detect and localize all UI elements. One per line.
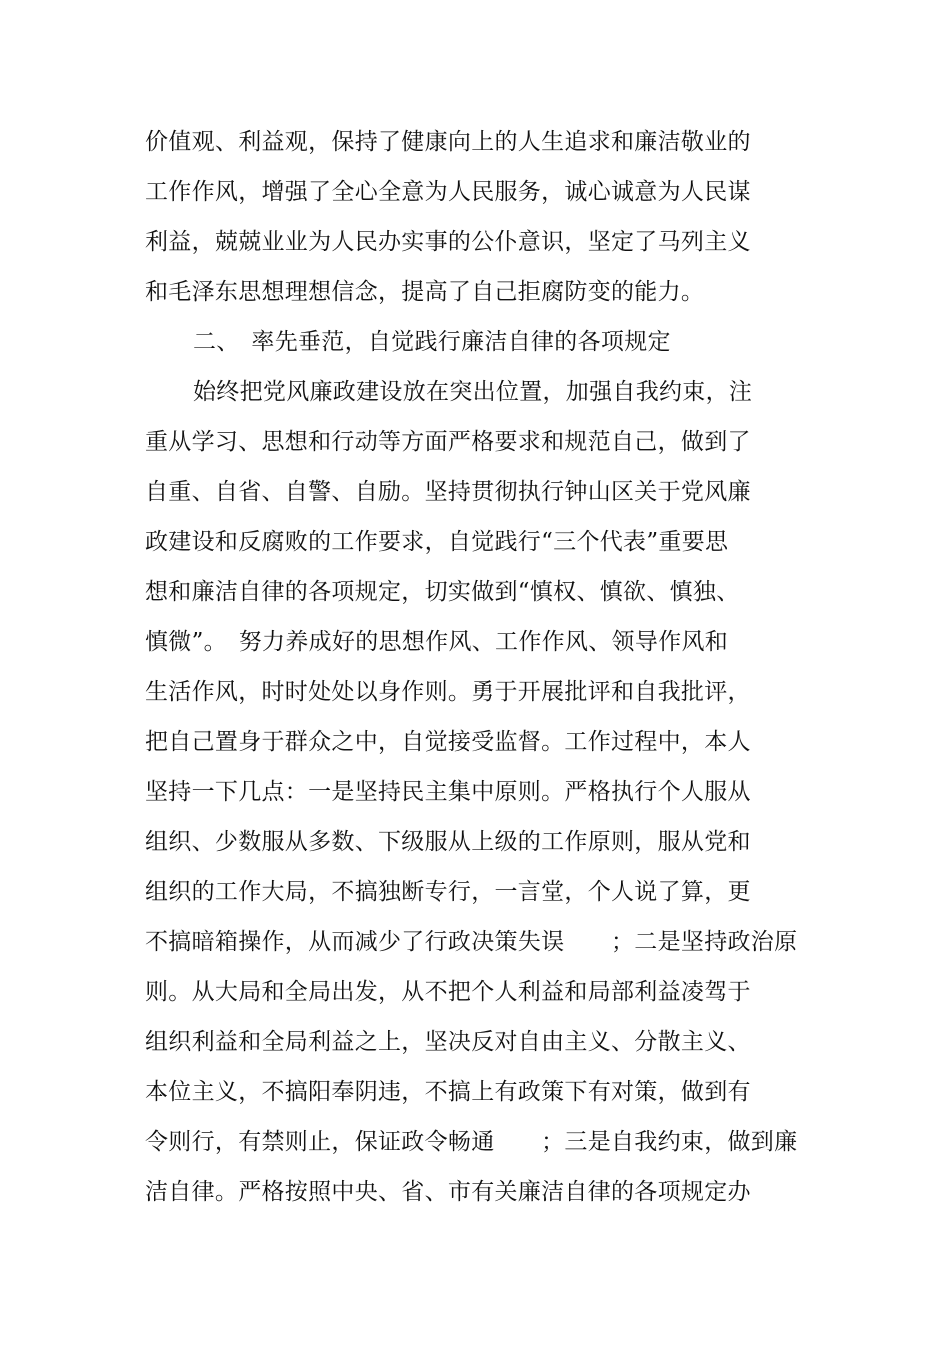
body-text-line: 想和廉洁自律的各项规定，切实做到“慎权、慎欲、慎独、 [145, 579, 740, 605]
body-text-line: 生活作风，时时处处以身作则。勇于开展批评和自我批评， [145, 679, 751, 705]
body-text-line: 政建设和反腐败的工作要求，自觉践行“三个代表”重要思 [145, 529, 729, 555]
body-text-line: 洁自律。严格按照中央、省、市有关廉洁自律的各项规定办 [145, 1179, 751, 1205]
section-heading: 二、 率先垂范，自觉践行廉洁自律的各项规定 [193, 329, 671, 355]
body-text-line: 自重、自省、自警、自励。坚持贯彻执行钟山区关于党风廉 [145, 479, 751, 505]
body-text-line: 组织利益和全局利益之上，坚决反对自由主义、分散主义、 [145, 1029, 751, 1055]
body-text-line: 和毛泽东思想理想信念，提高了自己拒腐防变的能力。 [145, 279, 705, 305]
body-text-line: 本位主义，不搞阳奉阴违，不搞上有政策下有对策，做到有 [145, 1079, 751, 1105]
body-text-line: 重从学习、思想和行动等方面严格要求和规范自己，做到了 [145, 429, 751, 455]
body-text-line: 慎微”。 努力养成好的思想作风、工作作风、领导作风和 [145, 629, 729, 655]
body-text-line: 坚持一下几点：一是坚持民主集中原则。严格执行个人服从 [145, 779, 751, 805]
body-text-line: 工作作风，增强了全心全意为人民服务，诚心诚意为人民谋 [145, 179, 751, 205]
body-text-line: 始终把党风廉政建设放在突出位置，加强自我约束，注 [193, 379, 753, 405]
body-text-line: 利益，兢兢业业为人民办实事的公仆意识，坚定了马列主义 [145, 229, 751, 255]
body-text-line: 把自己置身于群众之中，自觉接受监督。工作过程中，本人 [145, 729, 751, 755]
body-text-line: 价值观、利益观，保持了健康向上的人生追求和廉洁敬业的 [145, 129, 751, 155]
body-text-line: 令则行，有禁则止，保证政令畅通 ；三是自我约束，做到廉 [145, 1129, 798, 1155]
body-text-line: 组织、少数服从多数、下级服从上级的工作原则，服从党和 [145, 829, 751, 855]
body-text-line: 组织的工作大局，不搞独断专行，一言堂，个人说了算，更 [145, 879, 751, 905]
body-text-line: 则。从大局和全局出发，从不把个人利益和局部利益凌驾于 [145, 979, 751, 1005]
body-text-line: 不搞暗箱操作，从而减少了行政决策失误 ；二是坚持政治原 [145, 929, 798, 955]
